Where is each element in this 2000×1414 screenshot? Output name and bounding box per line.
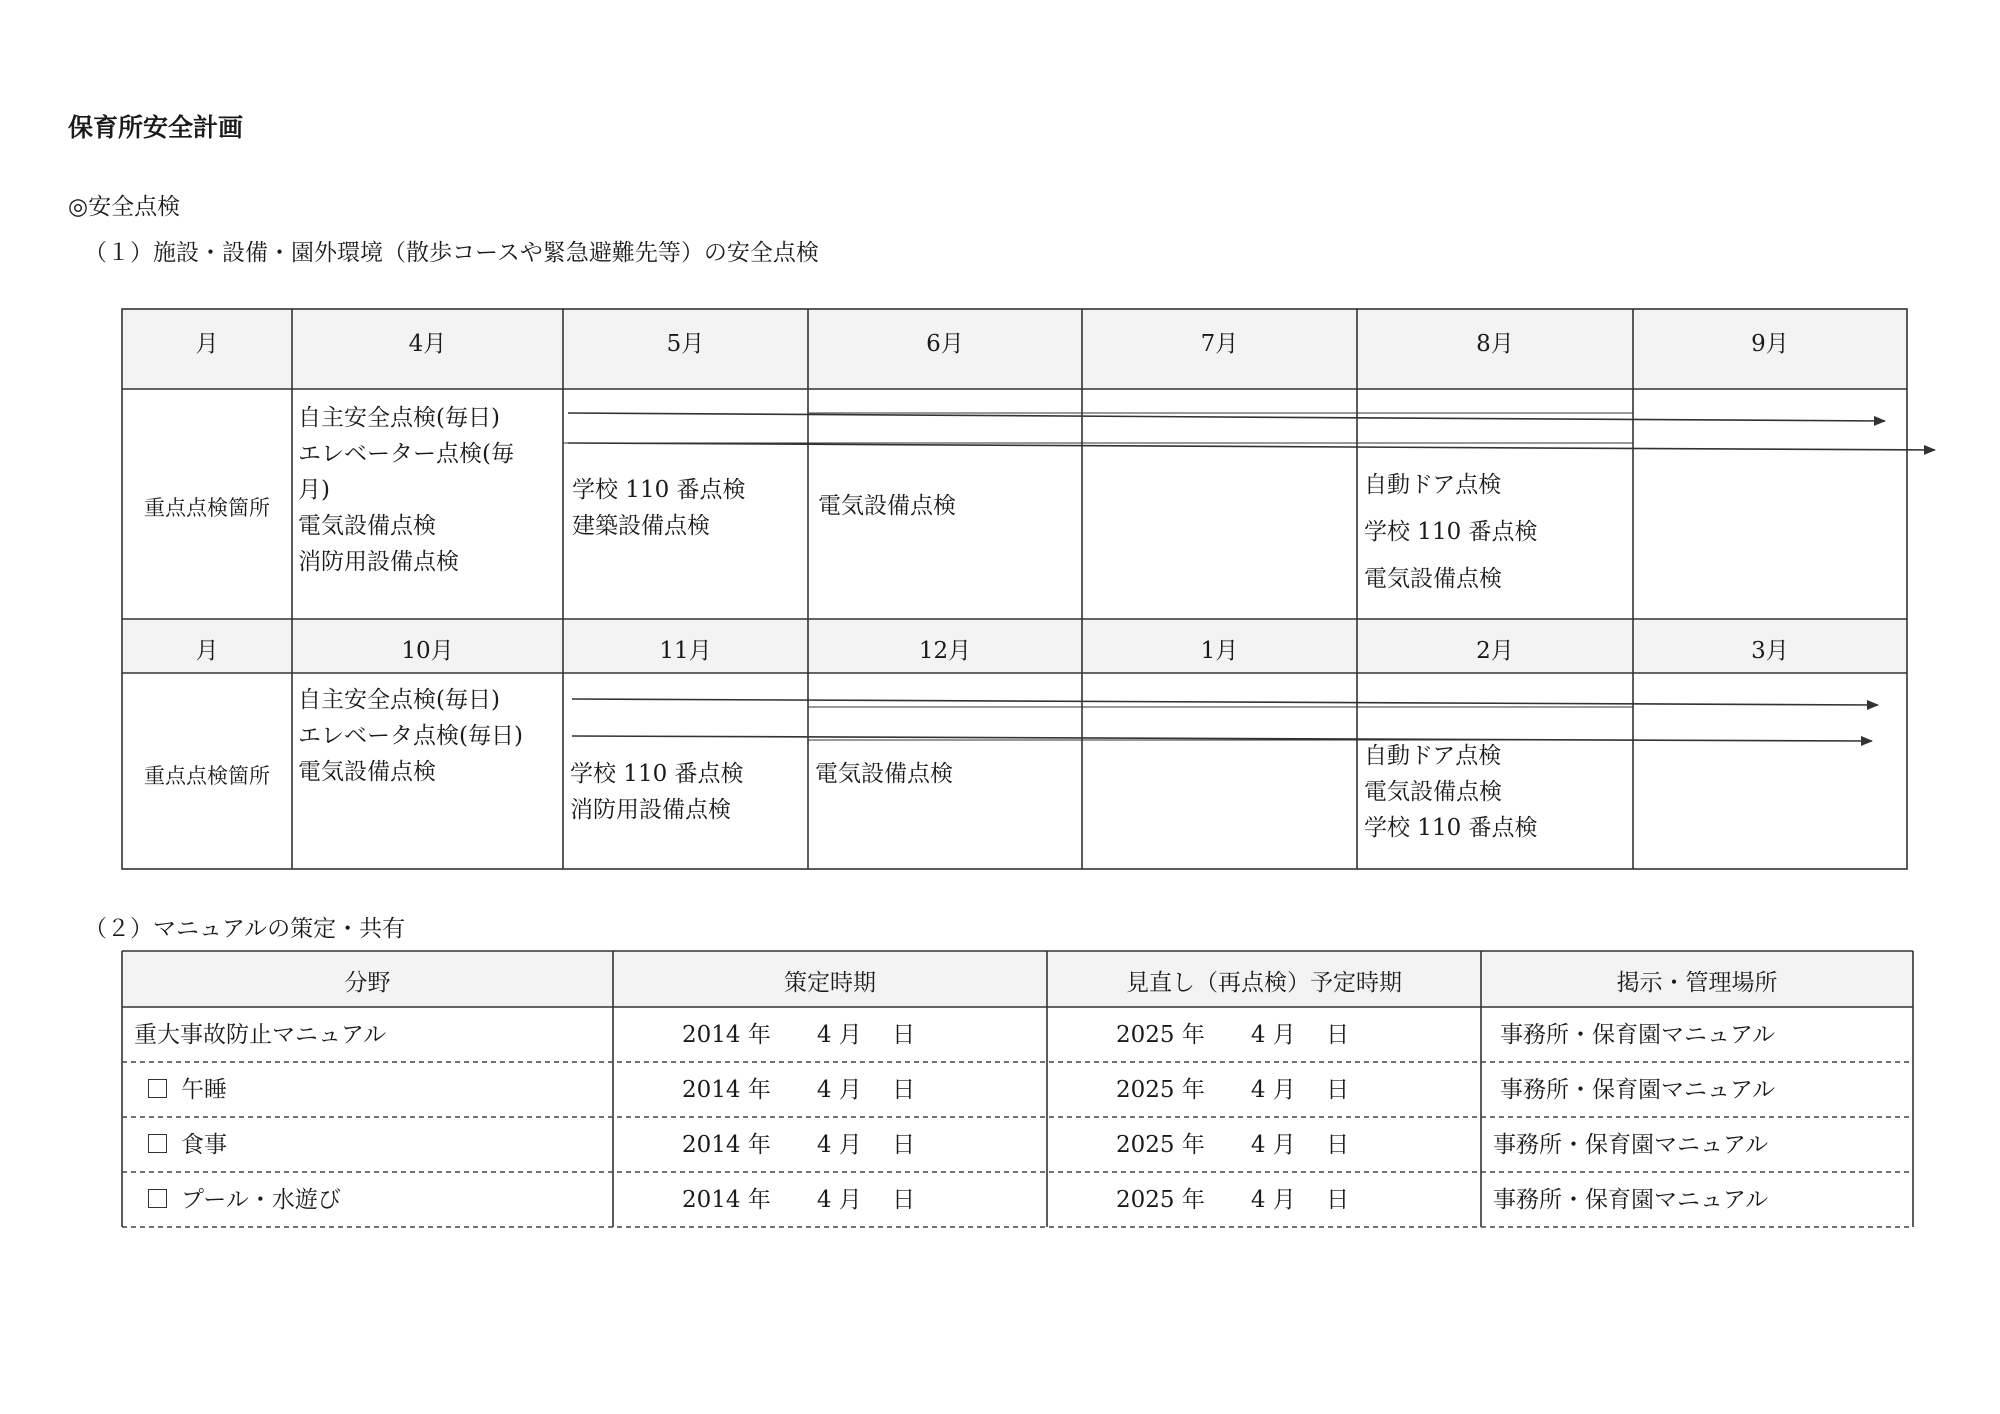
cell-text: 学校 110 番点検 bbox=[1364, 519, 1538, 545]
manual-row-field: 重大事故防止マニュアル bbox=[134, 1022, 387, 1048]
manual-row-created: 2014 年 4 月 日 bbox=[682, 1022, 916, 1048]
subsection-heading-1: （１）施設・設備・園外環境（散歩コースや緊急避難先等）の安全点検 bbox=[84, 240, 819, 266]
cell-text: 建築設備点検 bbox=[572, 513, 710, 539]
cell-text: 電気設備点検 bbox=[1364, 566, 1502, 592]
checkbox-icon[interactable] bbox=[148, 1189, 167, 1208]
month-header-apr: 4月 bbox=[408, 331, 447, 357]
cell-text: 電気設備点検 bbox=[1364, 779, 1502, 805]
manual-row-place: 事務所・保育園マニュアル bbox=[1500, 1022, 1776, 1048]
manual-row-review: 2025 年 4 月 日 bbox=[1116, 1022, 1350, 1048]
cell-text: 電気設備点検 bbox=[815, 761, 953, 787]
manual-row-review: 2025 年 4 月 日 bbox=[1116, 1077, 1350, 1103]
manual-row-place: 事務所・保育園マニュアル bbox=[1493, 1132, 1769, 1158]
cell-text: 自動ドア点検 bbox=[1364, 472, 1502, 498]
checkbox-icon[interactable] bbox=[148, 1134, 167, 1153]
subsection-heading-2: （２）マニュアルの策定・共有 bbox=[84, 916, 406, 942]
month-header-oct: 10月 bbox=[401, 638, 454, 664]
page-title: 保育所安全計画 bbox=[68, 113, 244, 142]
cell-text: 自動ドア点検 bbox=[1364, 743, 1502, 769]
section-heading: ◎安全点検 bbox=[68, 194, 181, 220]
cell-text: 電気設備点検 bbox=[818, 493, 956, 519]
cell-text: 消防用設備点検 bbox=[570, 797, 731, 823]
manual-header-created: 策定時期 bbox=[784, 970, 876, 996]
month-header-sep: 9月 bbox=[1751, 331, 1789, 357]
month-header-jan: 1月 bbox=[1200, 638, 1239, 664]
row-label-focus-h1: 重点点検箇所 bbox=[144, 496, 270, 520]
cell-text: 学校 110 番点検 bbox=[572, 477, 746, 503]
cell-text: 自主安全点検(毎日) bbox=[298, 687, 500, 713]
manual-row-review: 2025 年 4 月 日 bbox=[1116, 1187, 1350, 1213]
cell-text: エレベーター点検(毎 bbox=[298, 441, 514, 467]
cell-text: エレベータ点検(毎日) bbox=[298, 723, 523, 749]
manual-row-field-cell bbox=[148, 1182, 341, 1218]
cell-text: 学校 110 番点検 bbox=[570, 761, 744, 787]
manual-row-field: 午睡 bbox=[181, 1077, 227, 1103]
cell-text: 消防用設備点検 bbox=[298, 549, 459, 575]
month-header-mar: 3月 bbox=[1751, 638, 1789, 664]
checkbox-icon[interactable] bbox=[148, 1079, 167, 1098]
cell-text: 月) bbox=[298, 477, 330, 503]
month-header-jul: 7月 bbox=[1200, 331, 1239, 357]
manual-row-created: 2014 年 4 月 日 bbox=[682, 1077, 916, 1103]
month-header-label-2: 月 bbox=[195, 638, 219, 664]
cell-text: 学校 110 番点検 bbox=[1364, 815, 1538, 841]
manual-row-place: 事務所・保育園マニュアル bbox=[1493, 1187, 1769, 1213]
month-header-feb: 2月 bbox=[1476, 638, 1514, 664]
row-label-focus-h2: 重点点検箇所 bbox=[144, 764, 270, 788]
manual-row-field: 食事 bbox=[181, 1132, 227, 1158]
manual-header-field: 分野 bbox=[344, 970, 391, 996]
manual-row-field-cell bbox=[148, 1072, 227, 1108]
month-header-aug: 8月 bbox=[1476, 331, 1514, 357]
month-header-label: 月 bbox=[195, 331, 219, 357]
manual-row-field-cell bbox=[148, 1127, 227, 1163]
month-header-may: 5月 bbox=[666, 331, 705, 357]
month-header-jun: 6月 bbox=[926, 331, 964, 357]
manual-header-place: 掲示・管理場所 bbox=[1616, 970, 1778, 996]
manual-row-field: プール・水遊び bbox=[181, 1187, 341, 1213]
cell-text: 自主安全点検(毎日) bbox=[298, 405, 500, 431]
cell-text: 電気設備点検 bbox=[298, 759, 436, 785]
cell-text: 電気設備点検 bbox=[298, 513, 436, 539]
month-header-dec: 12月 bbox=[918, 638, 972, 664]
month-header-nov: 11月 bbox=[659, 638, 712, 664]
manual-row-created: 2014 年 4 月 日 bbox=[682, 1132, 916, 1158]
manual-row-review: 2025 年 4 月 日 bbox=[1116, 1132, 1350, 1158]
manual-row-place: 事務所・保育園マニュアル bbox=[1500, 1077, 1776, 1103]
manual-row-created: 2014 年 4 月 日 bbox=[682, 1187, 916, 1213]
manual-header-review: 見直し（再点検）予定時期 bbox=[1126, 970, 1402, 996]
